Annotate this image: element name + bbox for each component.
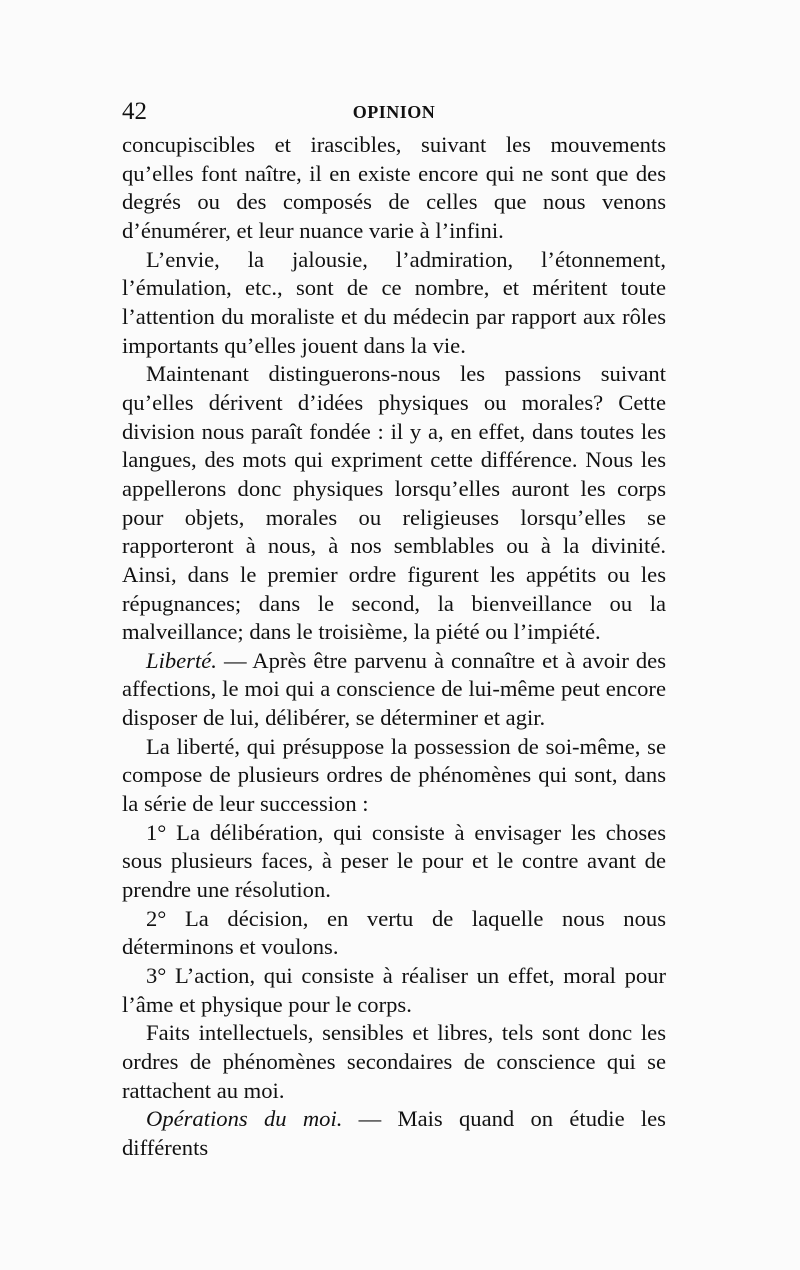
paragraph-text: 3° L’action, qui consiste à réaliser un effet, moral pour l’âme et physique pour le corps. [122,963,666,1017]
paragraph-text: 1° La délibération, qui consiste à envisager les choses sous plusieurs faces, à peser le pour et le contre avant de prendre une résolution. [122,819,666,903]
paragraph [122,131,666,246]
section-heading: Opérations du moi. [146,1106,343,1132]
paragraph-text: Faits intellectuels, sensibles et libres, tels sont donc les ordres de phénomènes secondaires de conscience qui se rattachent au moi. [122,1020,666,1103]
body-text [122,131,666,1163]
paragraph-text: — Mais quand on étudie les différents [122,1106,666,1160]
paragraph [122,1105,666,1162]
paragraph [122,962,666,1019]
paragraph-text: Maintenant distinguerons-nous les passions suivant qu’elles dérivent d’idées physiques ou morales? Cette division nous paraît fondée : il y a, en effet, dans toutes les langues, des mots qui expriment cette différence. Nous les appellerons donc physiques lorsqu’elles auront les corps pour objets, morales ou religieuses lorsqu’elles se rapporteront à nous, à nos semblables ou à la divinité. Ainsi, dans le premier ordre figurent les appétits ou les répugnances; dans le second, la bienveillance ou la malveillance; dans le troisième, la piété ou l’impiété. [122,361,666,645]
paragraph [122,1019,666,1105]
paragraph [122,246,666,361]
paragraph [122,647,666,733]
paragraph-text: La liberté, qui présuppose la possession de soi-même, se compose de plusieurs ordres de phénomènes qui sont, dans la série de leur succession : [122,733,666,817]
section-heading: Liberté. [146,647,217,673]
paragraph [122,819,666,905]
paragraph-text: L’envie, la jalousie, l’admiration, l’étonnement, l’émulation, etc., sont de ce nombre, et méritent toute l’attention du moraliste et du médecin par rapport aux rôles importants qu’elles jouent dans la vie. [122,246,666,358]
paragraph-text: 2° La décision, en vertu de laquelle nous nous déterminons et voulons. [122,905,666,960]
paragraph-text: concupiscibles et irascibles, suivant les mouvements qu’elles font naître, il en existe encore qui ne sont que des degrés ou des composés de celles que nous venons d’énumérer, et leur nuance varie à l’infini. [122,132,666,243]
paragraph-text: — Après être parvenu à connaître et à avoir des affections, le moi qui a conscience de lui-même peut encore disposer de lui, délibérer, se déterminer et agir. [122,647,666,731]
page-header [122,98,666,130]
paragraph [122,360,666,647]
page-number: 42 [122,98,147,125]
paragraph [122,905,666,962]
paragraph [122,733,666,819]
running-title: OPINION [352,102,436,122]
